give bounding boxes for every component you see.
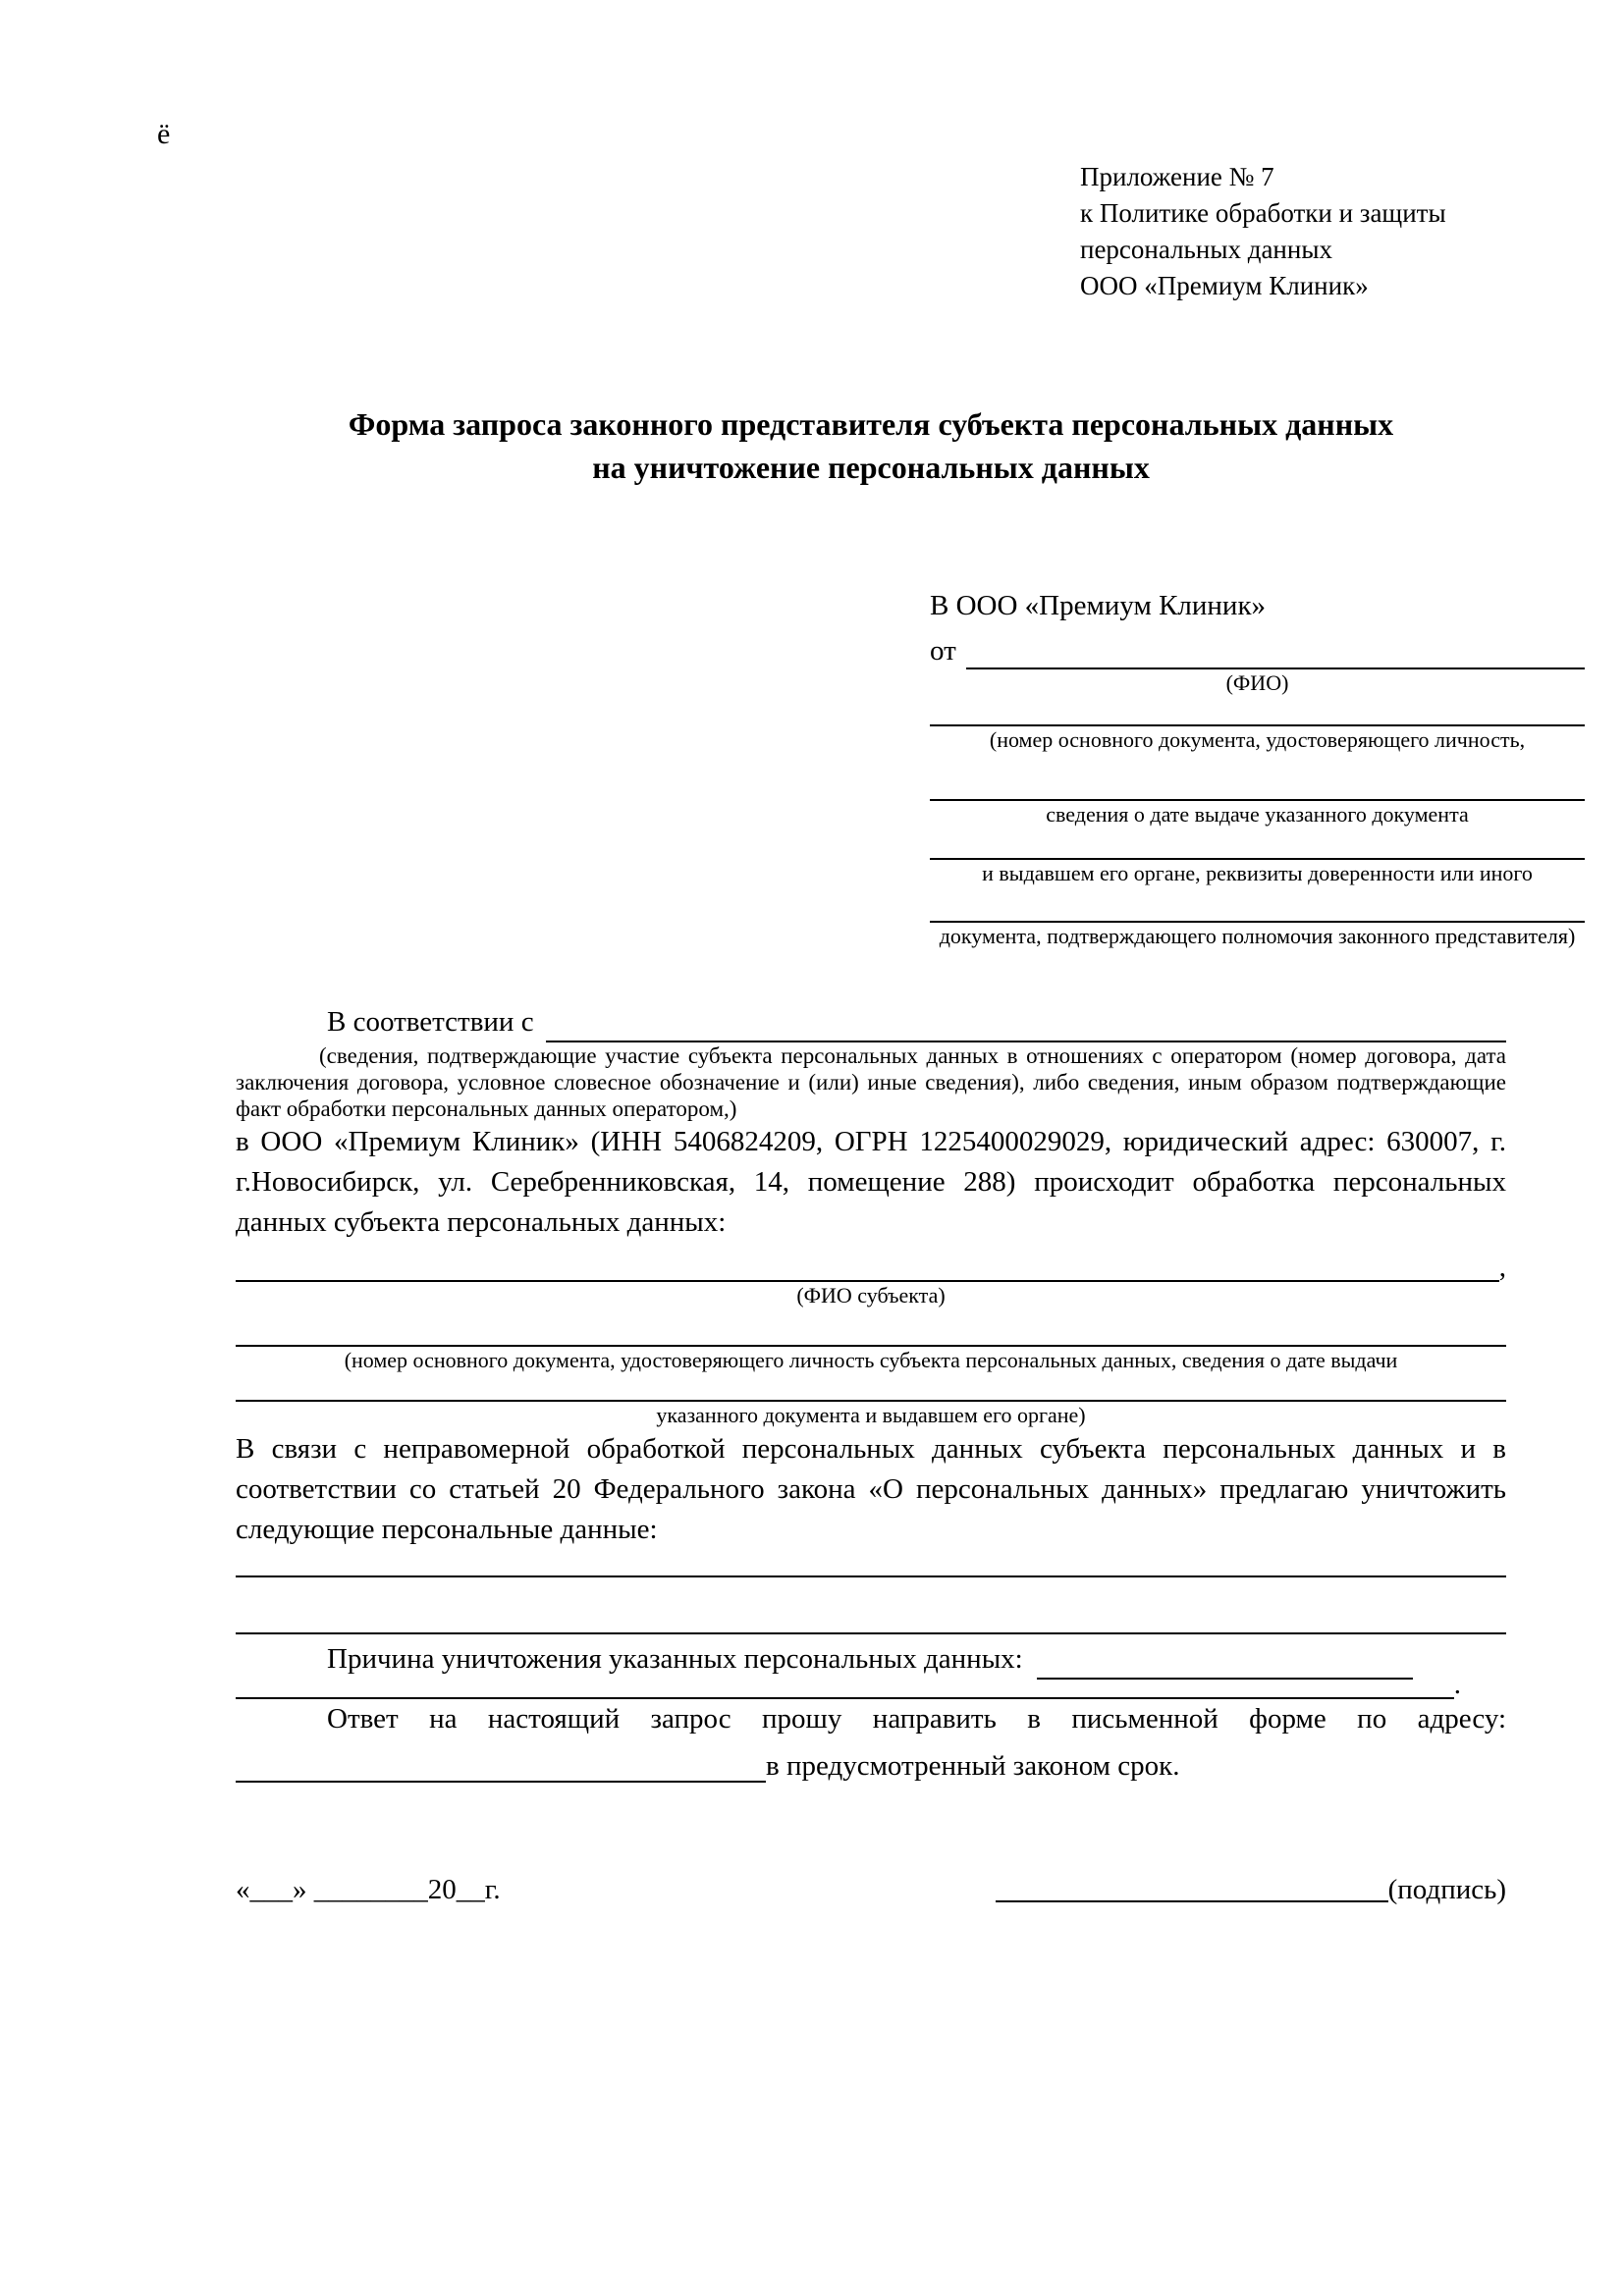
signature-group (996, 1871, 1506, 1908)
comma-tail: , (1498, 1252, 1506, 1283)
representative-caption-1: (номер основного документа, удостоверяющего личность, (989, 727, 1526, 752)
reason-blank-line (1037, 1678, 1413, 1680)
appendix-header (1080, 159, 1506, 304)
appendix-line-1: Приложение № 7 (1080, 162, 1274, 191)
form-title-line-2: на уничтожение персональных данных (592, 450, 1150, 485)
term-row (236, 1743, 1506, 1783)
from-label: от (930, 635, 956, 667)
date-blank: «___» ________20__г. (236, 1874, 501, 1905)
request-paragraph: В связи с неправомерной обработкой персональных данных субъекта персональных данных и в соответствии со статьей 20 Федерального закона «О персональных данных» предлагаю уничтожить следующие персональные данные: (236, 1433, 1506, 1545)
subject-fio-caption: (ФИО субъекта) (796, 1283, 946, 1308)
according-caption: (сведения, подтверждающие участие субъекта персональных данных в отношениях с оператором (номер договора, дата заключения договора, условное словесное обозначение и (или) иные сведения), либо сведения, иным образом подтверждающие факт обработки персональных данных оператором,) (236, 1043, 1506, 1121)
operator-paragraph: в ООО «Премиум Клиник» (ИНН 5406824209, ОГРН 1225400029029, юридический адрес: 630007, г. г.Новосибирск, ул. Серебренниковская, 14, помещение 288) происходит обработка персональных данных субъекта персональных данных: (236, 1126, 1506, 1238)
subject-fio-row (236, 1243, 1506, 1282)
reason-continuation-row (236, 1669, 1506, 1700)
according-row (236, 1003, 1506, 1042)
reason-label: Причина уничтожения указанных персональных данных: (327, 1643, 1023, 1675)
addressee-to: В ООО «Премиум Клиник» (930, 590, 1267, 621)
address-blank-line (236, 1781, 766, 1783)
representative-caption-3: и выдавшем его органе, реквизиты доверенности или иного (982, 861, 1533, 885)
fio-caption: (ФИО) (1225, 670, 1289, 695)
period-tail: . (1453, 1669, 1461, 1700)
reply-paragraph: Ответ на настоящий запрос прошу направить в письменной форме по адресу: (327, 1703, 1506, 1735)
appendix-line-4: ООО «Премиум Клиник» (1080, 271, 1369, 300)
form-title-line-1: Форма запроса законного представителя субъекта персональных данных (348, 406, 1394, 442)
term-text: в предусмотренный законом срок. (766, 1750, 1180, 1782)
reason-row (236, 1642, 1506, 1680)
according-label: В соответствии с (327, 1006, 534, 1038)
subject-doc-caption-2: указанного документа и выдавшем его органе) (656, 1403, 1086, 1427)
signature-blank-line (996, 1900, 1388, 1902)
appendix-line-3: персональных данных (1080, 235, 1332, 264)
subject-doc-caption-1: (номер основного документа, удостоверяющего личность субъекта персональных данных, сведения о дате выдачи (344, 1348, 1398, 1372)
data-blank-line-1 (236, 1575, 1506, 1577)
data-blank-line-2 (236, 1632, 1506, 1634)
form-title (236, 402, 1506, 489)
from-row (930, 630, 1585, 669)
addressee-block (930, 587, 1585, 950)
signature-caption: (подпись) (1387, 1874, 1506, 1905)
appendix-line-2: к Политике обработки и защиты (1080, 198, 1446, 228)
representative-caption-4: документа, подтверждающего полномочия законного представителя) (939, 924, 1576, 948)
footer-row (236, 1871, 1506, 1908)
representative-caption-2: сведения о дате выдаче указанного документа (1046, 802, 1469, 827)
stray-char: ё (157, 118, 171, 150)
